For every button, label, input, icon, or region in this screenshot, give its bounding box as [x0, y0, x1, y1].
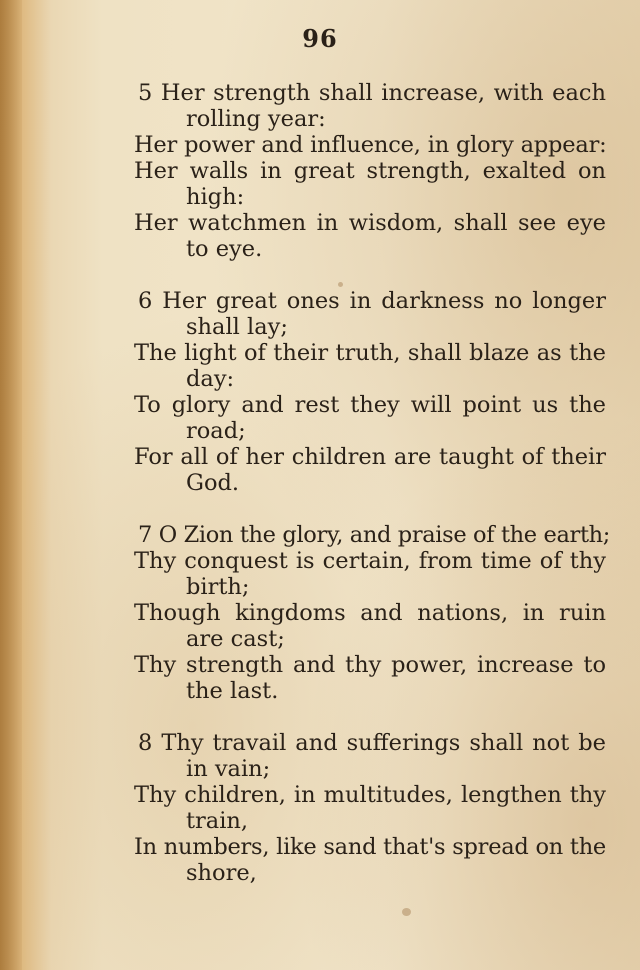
verse-line: The light of their truth, shall blaze as the [134, 340, 606, 366]
stanza-5 [134, 80, 606, 262]
verse-text: O Zion the glory, and praise of the earth; [158, 522, 610, 548]
hymn-text [134, 80, 610, 912]
verse-continuation: birth; [186, 574, 250, 600]
verse-continuation: rolling year: [186, 106, 326, 132]
verse-line: For all of her children are taught of their [134, 444, 606, 470]
stanza-number: 6 [138, 288, 153, 314]
verse-continuation: in vain; [186, 756, 271, 782]
verse-text: Her strength shall increase, with each [160, 80, 606, 106]
verse-line: Thy strength and thy power, increase to [134, 652, 606, 678]
verse-line: Her walls in great strength, exalted on [134, 158, 606, 184]
verse-line [134, 522, 610, 548]
verse-line: Thy children, in multitudes, lengthen thy [134, 782, 606, 808]
verse-continuation: high: [186, 184, 245, 210]
stanza-8 [134, 730, 606, 886]
stanza-6 [134, 288, 606, 496]
verse-line [134, 288, 606, 314]
verse-line: In numbers, like sand that's spread on the [134, 834, 606, 860]
verse-text: Her great ones in darkness no longer [162, 288, 606, 314]
page-number: 96 [302, 24, 338, 53]
verse-continuation: shall lay; [186, 314, 288, 340]
verse-continuation: God. [186, 470, 240, 496]
verse-line: Her power and influence, in glory appear: [134, 132, 607, 158]
stanza-number: 5 [138, 80, 153, 106]
page-spine-shadow [0, 0, 22, 970]
stanza-7 [134, 522, 610, 704]
verse-line: To glory and rest they will point us the [134, 392, 606, 418]
verse-continuation: the last. [186, 678, 279, 704]
stanza-number: 8 [138, 730, 153, 756]
verse-continuation: are cast; [186, 626, 285, 652]
verse-line: Thy conquest is certain, from time of thy [134, 548, 606, 574]
verse-continuation: to eye. [186, 236, 263, 262]
verse-continuation: road; [186, 418, 246, 444]
verse-continuation: shore, [186, 860, 257, 886]
verse-line [134, 730, 606, 756]
verse-text: Thy travail and sufferings shall not be [161, 730, 606, 756]
verse-continuation: train, [186, 808, 249, 834]
verse-continuation: day: [186, 366, 235, 392]
verse-line [134, 80, 606, 106]
verse-line: Though kingdoms and nations, in ruin [134, 600, 606, 626]
verse-line: Her watchmen in wisdom, shall see eye [134, 210, 606, 236]
stanza-number: 7 [138, 522, 152, 548]
